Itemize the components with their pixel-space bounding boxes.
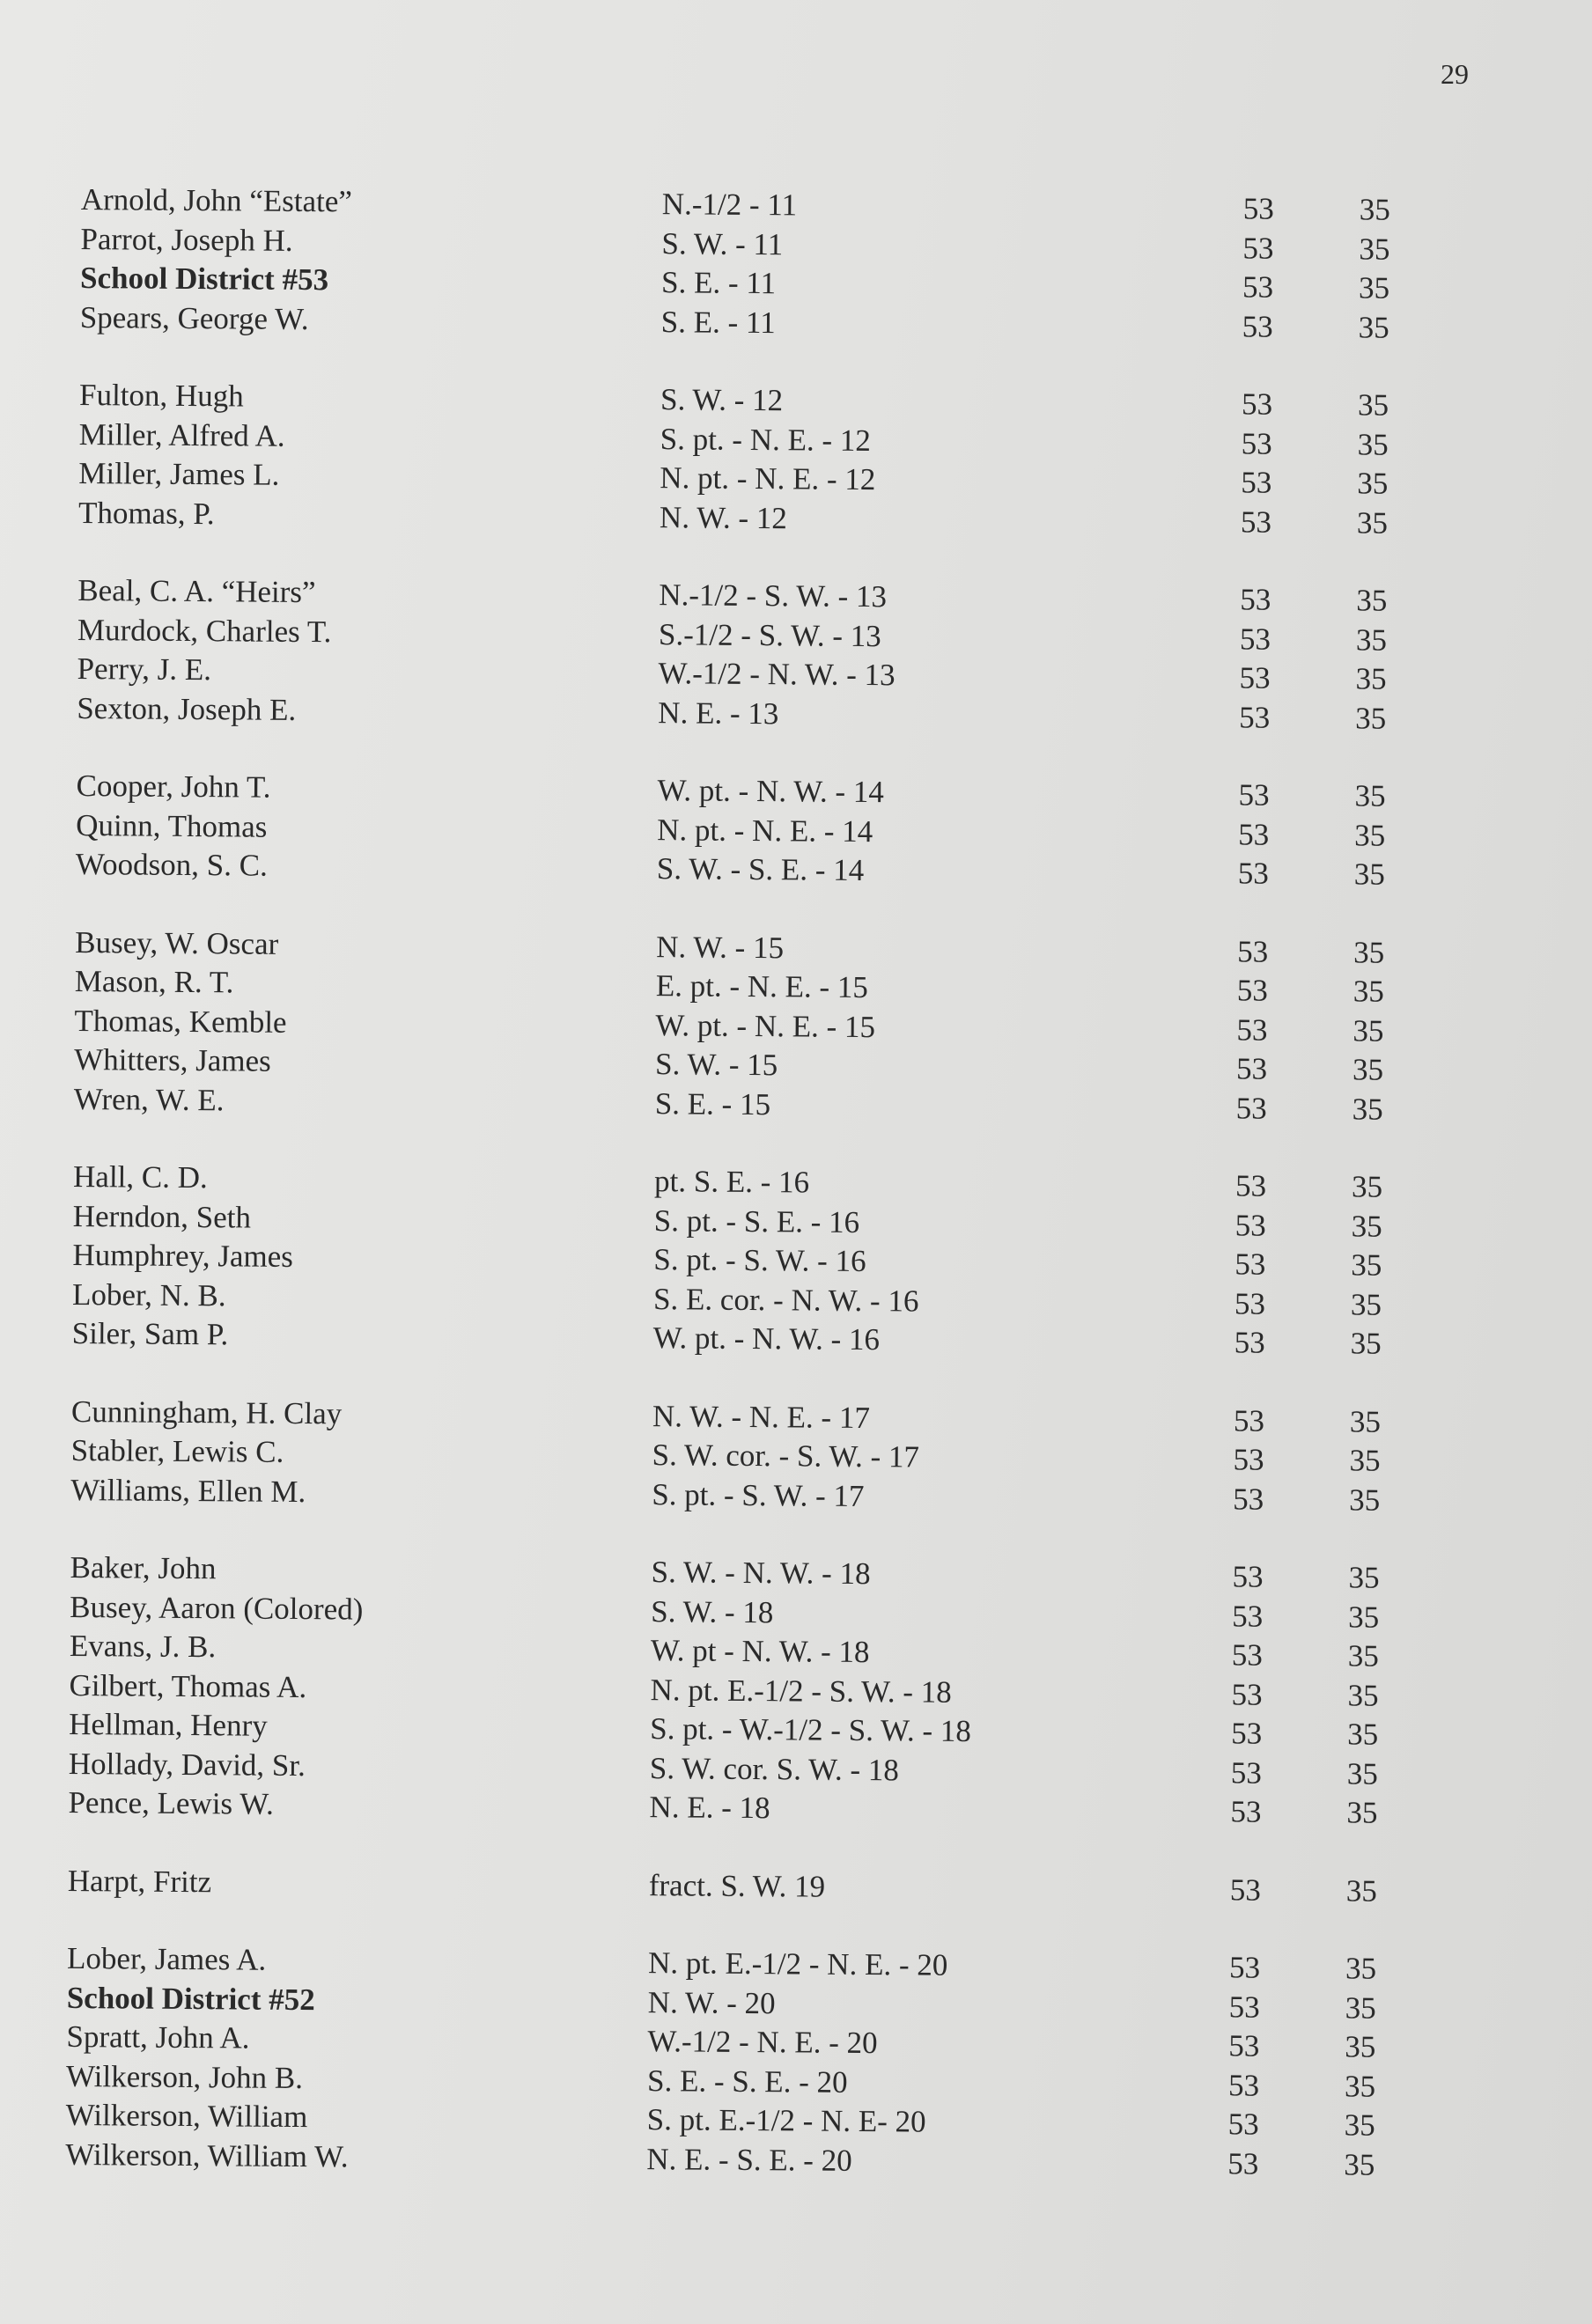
owner-name: Humphrey, James — [72, 1237, 294, 1274]
owner-name: Baker, John — [70, 1549, 217, 1586]
range-number: 35 — [1349, 1403, 1382, 1439]
land-description: S. E. - 11 — [660, 265, 777, 301]
land-description: W.-1/2 - N. E. - 20 — [647, 2024, 878, 2061]
township-number: 53 — [1239, 699, 1271, 735]
range-number: 35 — [1359, 192, 1390, 227]
range-number: 35 — [1353, 934, 1385, 970]
land-description: N.-1/2 - 11 — [661, 187, 798, 223]
range-number: 35 — [1349, 1443, 1381, 1478]
owner-group — [70, 1392, 1480, 1520]
owner-name: Wilkerson, William W. — [65, 2136, 349, 2173]
owner-name: Murdock, Charles T. — [77, 612, 332, 649]
land-description: S. pt. - N. E. - 12 — [660, 421, 872, 458]
range-number: 35 — [1350, 1326, 1382, 1361]
township-number: 53 — [1238, 777, 1270, 813]
land-description: S. W. cor. - S. W. - 17 — [652, 1438, 920, 1475]
land-description: W. pt - N. W. - 18 — [650, 1633, 870, 1670]
land-description: S. pt. - S. W. - 17 — [652, 1476, 865, 1513]
owner-name: Sexton, Joseph E. — [77, 690, 297, 727]
township-number: 53 — [1234, 1285, 1266, 1321]
range-number: 35 — [1356, 504, 1389, 541]
owner-name: Busey, Aaron (Colored) — [70, 1589, 364, 1627]
owner-group — [68, 1548, 1478, 1834]
land-description: S. E. - 15 — [654, 1085, 771, 1122]
owner-name: Thomas, P. — [77, 495, 215, 531]
owner-group — [68, 1861, 1477, 1911]
range-number: 35 — [1344, 2146, 1375, 2182]
owner-name: Busey, W. Oscar — [75, 924, 279, 961]
owner-group — [65, 1939, 1476, 2186]
owner-name: Siler, Sam P. — [71, 1315, 229, 1352]
range-number: 35 — [1355, 661, 1387, 696]
range-number: 35 — [1358, 270, 1390, 305]
range-number: 35 — [1351, 1169, 1383, 1204]
township-number: 53 — [1230, 1754, 1262, 1791]
range-number: 35 — [1351, 1208, 1382, 1244]
range-number: 35 — [1347, 1638, 1380, 1673]
owner-name: Gilbert, Thomas A. — [69, 1667, 307, 1704]
township-number: 53 — [1236, 1011, 1268, 1048]
land-description: N. pt. E.-1/2 - S. W. - 18 — [650, 1672, 952, 1710]
township-number: 53 — [1232, 1559, 1264, 1594]
owner-name: Lober, James A. — [66, 1940, 267, 1977]
owner-name: Miller, Alfred A. — [78, 416, 285, 453]
land-description: pt. S. E. - 16 — [653, 1164, 810, 1200]
range-number: 35 — [1351, 1247, 1382, 1283]
township-number: 53 — [1227, 2067, 1260, 2103]
township-number: 53 — [1235, 1090, 1267, 1126]
owner-name: School District #52 — [66, 1980, 315, 2017]
land-description: N. E. - 13 — [658, 695, 779, 731]
owner-name: Whitters, James — [74, 1041, 271, 1078]
range-number: 35 — [1345, 1872, 1377, 1908]
township-number: 53 — [1239, 660, 1271, 695]
township-number: 53 — [1233, 1402, 1265, 1438]
owner-name: Cooper, John T. — [76, 768, 271, 805]
land-description: W. pt. - N. E. - 15 — [655, 1007, 876, 1044]
township-number: 53 — [1239, 621, 1271, 657]
range-number: 35 — [1352, 974, 1384, 1009]
owner-name: Mason, R. T. — [74, 963, 234, 1000]
range-number: 35 — [1345, 1951, 1377, 1986]
township-number: 53 — [1229, 1872, 1261, 1908]
land-description: N. pt. E.-1/2 - N. E. - 20 — [647, 1945, 948, 1982]
range-number: 35 — [1346, 1755, 1378, 1791]
owner-name: Hollady, David, Sr. — [68, 1746, 306, 1783]
township-number: 53 — [1242, 191, 1274, 226]
land-description: N. pt. - N. E. - 14 — [657, 812, 873, 849]
land-description: S. W. - N. W. - 18 — [651, 1555, 871, 1592]
owner-group — [72, 1158, 1483, 1364]
township-number: 53 — [1237, 933, 1269, 969]
owner-name: Harpt, Fritz — [67, 1863, 212, 1899]
land-description: S. W. - 18 — [651, 1593, 774, 1629]
township-number: 53 — [1238, 816, 1270, 852]
land-description: S. pt. - W.-1/2 - S. W. - 18 — [650, 1711, 971, 1748]
range-number: 35 — [1352, 1012, 1384, 1048]
owner-name: Pence, Lewis W. — [68, 1784, 274, 1821]
land-description: N. pt. - N. E. - 12 — [660, 460, 876, 497]
land-description: W.-1/2 - N. W. - 13 — [658, 656, 896, 693]
owner-name: Fulton, Hugh — [78, 377, 244, 414]
township-number: 53 — [1228, 1989, 1260, 2025]
range-number: 35 — [1345, 1989, 1376, 2026]
land-description: E. pt. - N. E. - 15 — [655, 968, 869, 1005]
range-number: 35 — [1358, 309, 1389, 345]
range-number: 35 — [1347, 1717, 1379, 1752]
range-number: 35 — [1354, 778, 1386, 813]
owner-name: Lober, N. B. — [71, 1276, 226, 1313]
township-number: 53 — [1235, 1051, 1268, 1086]
township-number: 53 — [1228, 2028, 1260, 2063]
township-number: 53 — [1241, 425, 1272, 461]
owner-name: Hall, C. D. — [72, 1158, 208, 1195]
township-number: 53 — [1232, 1598, 1264, 1634]
range-number: 35 — [1356, 583, 1388, 618]
owner-group — [80, 180, 1490, 349]
owner-name: Arnold, John “Estate” — [80, 181, 353, 219]
range-number: 35 — [1357, 466, 1389, 501]
land-description: fract. S. W. 19 — [648, 1867, 826, 1904]
township-number: 53 — [1235, 1247, 1266, 1282]
land-description: S. pt. - S. E. - 16 — [653, 1202, 860, 1239]
owner-name: Woodson, S. C. — [75, 846, 268, 883]
township-number: 53 — [1228, 1950, 1261, 1985]
owner-name: Beal, C. A. “Heirs” — [77, 572, 316, 610]
land-description: N.-1/2 - S. W. - 13 — [659, 577, 888, 614]
range-number: 35 — [1353, 857, 1386, 892]
range-number: 35 — [1348, 1599, 1380, 1635]
land-description: S. W. - 11 — [661, 225, 784, 261]
township-number: 53 — [1231, 1716, 1263, 1751]
range-number: 35 — [1357, 387, 1389, 423]
owner-name: Hellman, Henry — [69, 1706, 268, 1743]
land-description: N. E. - 18 — [649, 1790, 770, 1826]
range-number: 35 — [1355, 700, 1387, 736]
township-number: 53 — [1235, 1207, 1266, 1243]
township-number: 53 — [1236, 973, 1268, 1008]
range-number: 35 — [1347, 1677, 1379, 1713]
township-number: 53 — [1231, 1637, 1264, 1673]
owner-name: Wilkerson, John B. — [65, 2058, 304, 2095]
township-number: 53 — [1242, 308, 1273, 344]
township-number: 53 — [1241, 386, 1273, 422]
land-description: S. pt. - S. W. - 16 — [653, 1242, 866, 1279]
owner-name: Thomas, Kemble — [74, 1003, 287, 1040]
owner-name: Spratt, John A. — [66, 2019, 250, 2056]
land-description: N. W. - N. E. - 17 — [652, 1398, 871, 1435]
owner-name: Wilkerson, William — [65, 2097, 308, 2135]
land-description: N. W. - 15 — [656, 929, 785, 965]
land-description: S. E. - 11 — [660, 304, 776, 340]
owner-name: Spears, George W. — [79, 299, 309, 336]
township-number: 53 — [1235, 1168, 1267, 1203]
range-number: 35 — [1352, 1091, 1383, 1127]
township-number: 53 — [1233, 1442, 1264, 1477]
land-description: S. W. - 12 — [660, 382, 784, 418]
range-number: 35 — [1355, 621, 1388, 658]
land-description: S. E. cor. - N. W. - 16 — [652, 1281, 919, 1319]
township-number: 53 — [1227, 2145, 1259, 2181]
township-number: 53 — [1230, 1794, 1262, 1829]
township-number: 53 — [1237, 856, 1270, 891]
owner-name: Miller, James L. — [78, 455, 280, 492]
range-number: 35 — [1345, 2029, 1376, 2064]
land-description: S. E. - S. E. - 20 — [646, 2063, 848, 2100]
owner-group — [78, 376, 1488, 544]
township-number: 53 — [1242, 230, 1274, 266]
land-description: S. pt. E.-1/2 - N. E- 20 — [646, 2102, 926, 2139]
owner-name: Quinn, Thomas — [76, 807, 268, 844]
range-number: 35 — [1349, 1482, 1381, 1518]
owner-group — [74, 923, 1485, 1129]
owner-name: Williams, Ellen M. — [70, 1472, 306, 1509]
owner-name: Perry, J. E. — [77, 651, 212, 688]
range-number: 35 — [1348, 1560, 1380, 1595]
land-description: W. pt. - N. W. - 14 — [657, 773, 885, 810]
township-number: 53 — [1240, 582, 1271, 617]
owner-group — [77, 571, 1486, 739]
township-number: 53 — [1241, 465, 1272, 500]
owner-name: Parrot, Joseph H. — [80, 221, 293, 258]
township-number: 53 — [1242, 269, 1274, 305]
township-number: 53 — [1233, 1481, 1264, 1517]
land-description: S. W. - 15 — [654, 1047, 778, 1083]
range-number: 35 — [1344, 2107, 1375, 2143]
page-number: 29 — [1441, 58, 1469, 90]
land-description: N. W. - 12 — [659, 499, 788, 535]
land-description: N. E. - S. E. - 20 — [646, 2141, 852, 2178]
range-number: 35 — [1352, 1052, 1384, 1087]
range-number: 35 — [1344, 2068, 1376, 2104]
owner-row — [68, 1861, 1477, 1911]
range-number: 35 — [1359, 231, 1390, 267]
township-number: 53 — [1231, 1676, 1263, 1712]
owner-name: Stabler, Lewis C. — [70, 1432, 284, 1469]
land-description: S.-1/2 - S. W. - 13 — [658, 616, 881, 653]
owner-group — [76, 767, 1485, 895]
land-description: S. W. cor. S. W. - 18 — [649, 1750, 899, 1787]
range-number: 35 — [1350, 1286, 1382, 1322]
land-description: W. pt. - N. W. - 16 — [652, 1320, 881, 1357]
land-description: S. W. - S. E. - 14 — [656, 851, 865, 888]
land-description: N. W. - 20 — [647, 1984, 776, 2020]
township-number: 53 — [1234, 1325, 1265, 1360]
range-number: 35 — [1357, 426, 1389, 462]
township-number: 53 — [1227, 2107, 1259, 2142]
township-number: 53 — [1240, 504, 1272, 540]
range-number: 35 — [1354, 817, 1386, 853]
owner-name: Wren, W. E. — [73, 1081, 225, 1117]
owner-name: Cunningham, H. Clay — [70, 1394, 343, 1430]
owner-name: School District #53 — [79, 260, 329, 298]
owner-name: Evans, J. B. — [69, 1628, 217, 1665]
land-owner-listing — [65, 180, 1490, 2224]
owner-name: Herndon, Seth — [72, 1198, 252, 1235]
range-number: 35 — [1346, 1795, 1378, 1830]
